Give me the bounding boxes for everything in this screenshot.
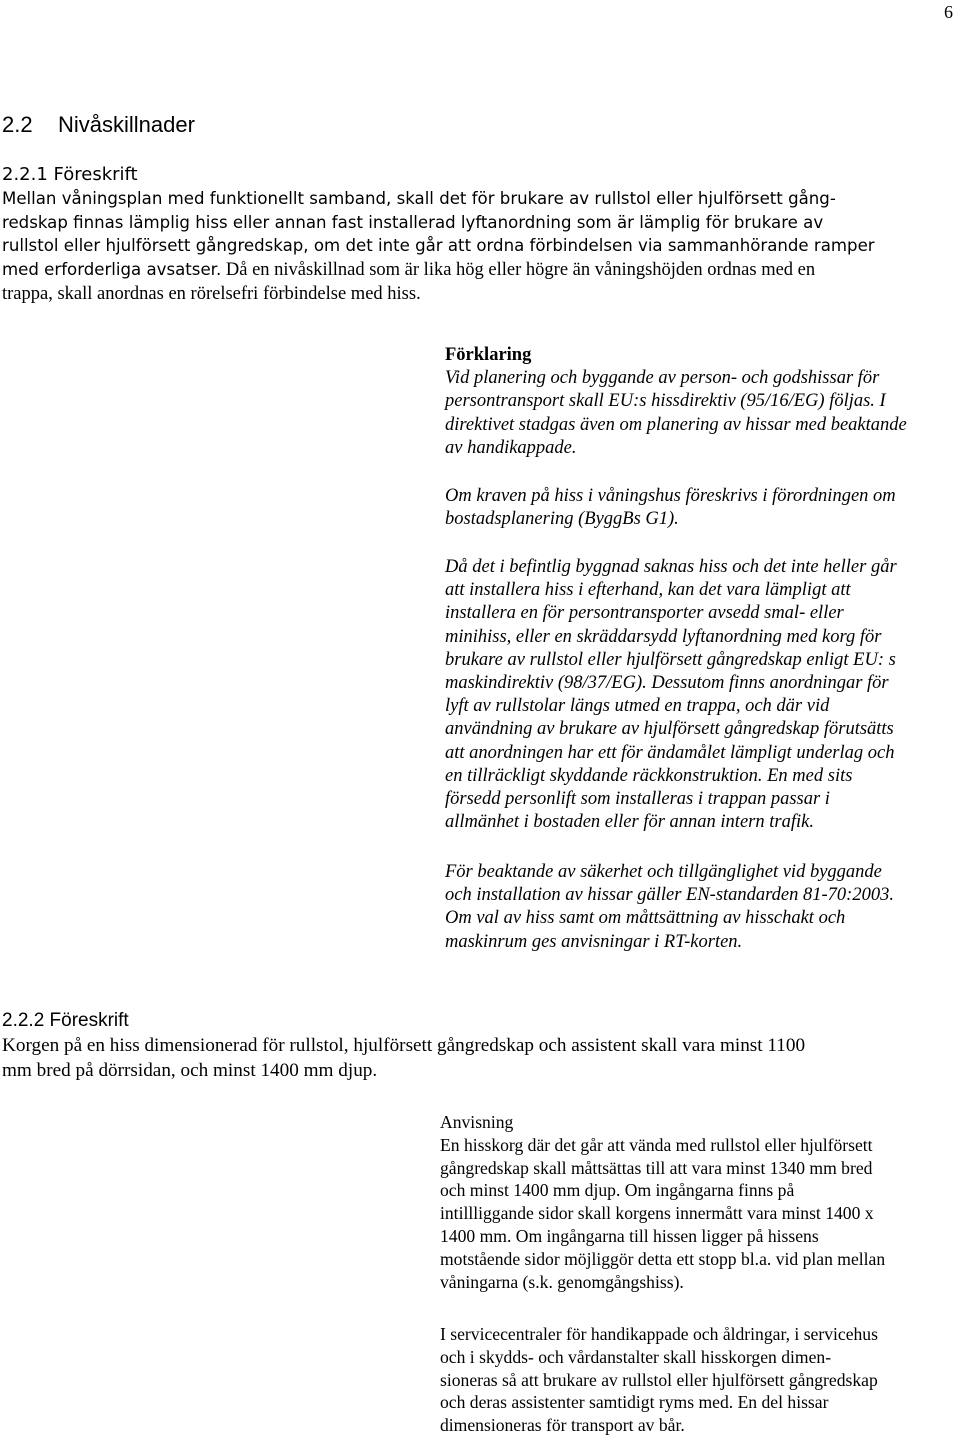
note-title: Förklaring	[445, 345, 532, 365]
regulation-line: rullstol eller hjulförsett gångredskap, om det inte går att ordna förbindelsen via sammanhörande ramper	[2, 236, 875, 256]
note-paragraph-3: Då det i befintlig byggnad saknas hiss och det inte heller går att installera hiss i efterhand, kan det vara lämpligt att installera en för persontransporter avsedd smal- eller minihiss, eller en skräddarsydd lyftanordning med korg för brukare av rullstol eller hjulförsett gångredskap enligt EU: s maskindirektiv (98/37/EG). Dessutom finns anordningar för lyft av rullstolar längs utmed en trappa, och där vid användning av brukare av hjulförsett gångredskap förutsätts att anordningen har ett för ändamålet lämpligt underlag och en tillräckligt skyddande räckkonstruktion. En med sits försedd personlift som installeras i trappan passar i allmänhet i bostaden eller för annan intern trafik.	[445, 557, 897, 833]
regulation-line: Mellan våningsplan med funktionellt samband, skall det för brukare av rullstol eller hjulförsett gång-	[2, 188, 836, 208]
note-paragraph-4: För beaktande av säkerhet och tillgänglighet vid byggande och installation av hissar gäller EN-standarden 81-70:2003. Om val av hiss samt om måttsättning av hisschakt och maskinrum ges anvisningar i RT-korten.	[445, 862, 894, 952]
section-heading	[2, 112, 195, 138]
forklaring-note	[445, 344, 955, 460]
section-number: 2.2	[2, 112, 33, 137]
regulation-line: trappa, skall anordnas en rörelsefri förbindelse med hiss.	[2, 283, 421, 304]
note-paragraph-1: Vid planering och byggande av person- och godshissar för persontransport skall EU:s hissdirektiv (95/16/EG) följas. I direktivet stadgas även om planering av hissar med beaktande av handikappade.	[445, 368, 907, 458]
regulation-line: redskap finnas lämplig hiss eller annan fast installerad lyftanordning som är lämplig för brukare av	[2, 212, 824, 232]
section-2-2-1	[2, 163, 957, 307]
anvisning-note: Anvisning En hisskorg där det går att vända med rullstol eller hjulförsett gångredskap skall måttsättas till att vara minst 1340 mm bred och minst 1400 mm djup. Om ingångarna finns på intillliggande sidor skall korgens innermått vara minst 1400 x 1400 mm. Om ingångarna till hissen ligger på hissens motstående sidor möjliggör detta ett stopp bl.a. vid plan mellan våningarna (s.k. genomgångshiss).	[440, 1111, 958, 1293]
regulation-line: mm bred på dörrsidan, och minst 1400 mm djup.	[2, 1060, 378, 1081]
section-2-2-2	[2, 1008, 957, 1083]
note-paragraph-2: Om kraven på hiss i våningshus föreskrivs i förordningen om bostadsplanering (ByggBs G1).	[445, 486, 896, 530]
section-title: Nivåskillnader	[58, 112, 195, 137]
regulation-line: Korgen på en hiss dimensionerad för rullstol, hjulförsett gångredskap och assistent skall vara minst 1100	[2, 1035, 806, 1056]
subsection-title: 2.2.2 Föreskrift	[2, 1010, 129, 1031]
page-number: 6	[944, 2, 953, 22]
subsection-title: 2.2.1 Föreskrift	[2, 164, 138, 185]
note-title: Anvisning	[440, 1112, 514, 1132]
regulation-line: med erforderliga avsatser. Då en nivåskillnad som är lika hög eller högre än våningshöjden ordnas med en	[2, 260, 816, 281]
anvisning-paragraph-2: I servicecentraler för handikappade och åldringar, i servicehus och i skydds- och vårdanstalter skall hisskorgen dimen- sioneras så att brukare av rullstol eller hjulförsett gångredskap och deras assistenter samtidigt ryms med. En del hissar dimensioneras för transport av bår.	[440, 1324, 878, 1436]
